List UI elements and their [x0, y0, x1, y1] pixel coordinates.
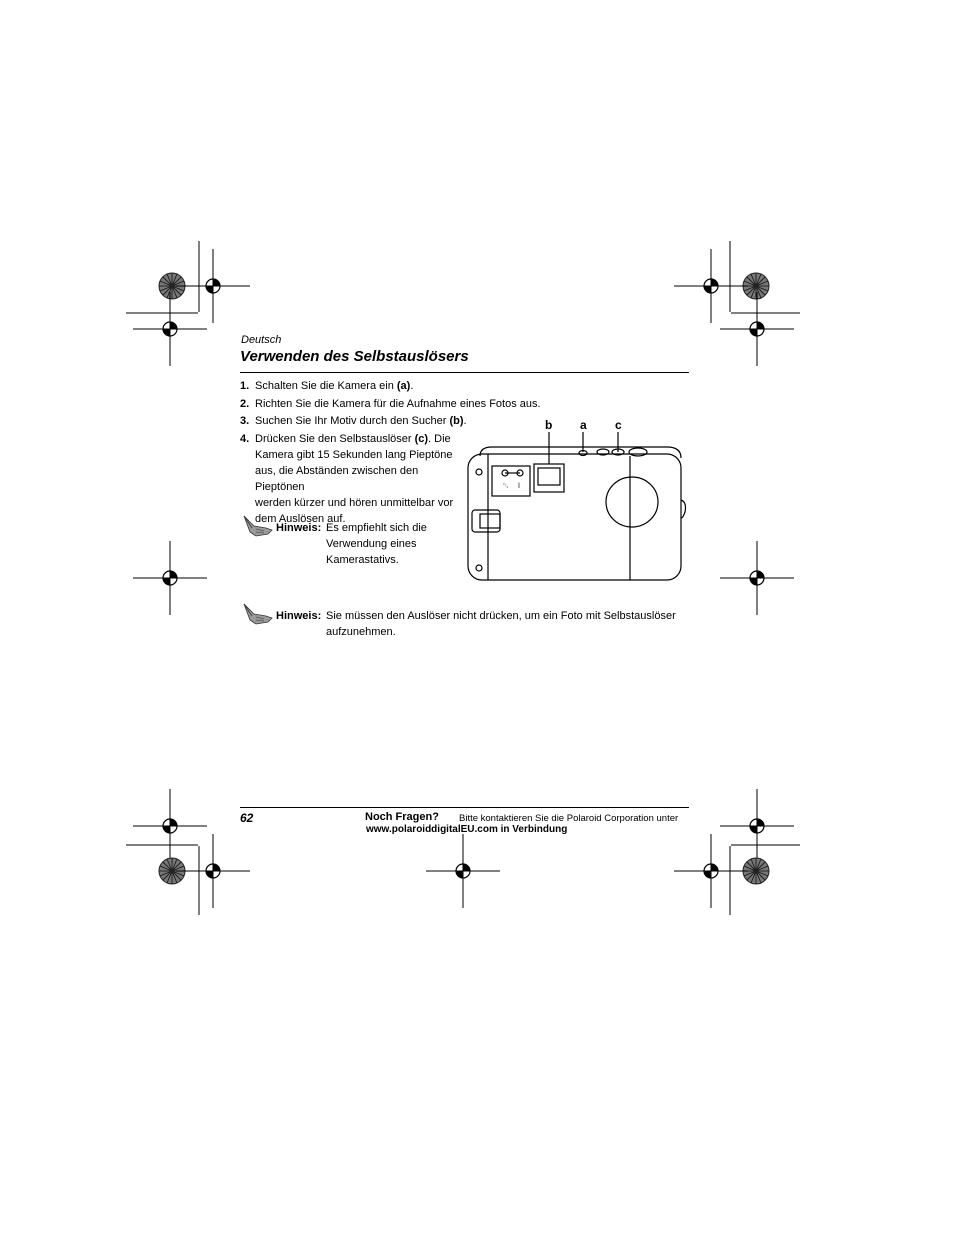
step-line: werden kürzer und hören unmittelbar vor: [255, 497, 454, 509]
svg-text:␃: ␃: [503, 482, 509, 490]
note-line: Kamerastativs.: [326, 554, 399, 566]
callout-b: b: [545, 418, 553, 432]
step-line: aus, die Abständen zwischen den Pieptönen: [255, 465, 419, 493]
note-line: Sie müssen den Auslöser nicht drücken, um ein Foto mit Selbstauslöser: [326, 610, 676, 622]
step-ref: (b): [449, 415, 464, 427]
step-number: 2.: [240, 398, 250, 410]
footer-url: www.polaroiddigitalEU.com in Verbindung: [366, 824, 568, 835]
step-text: Drücken Sie den Selbstauslöser: [255, 433, 415, 445]
hand-pointer-icon: [242, 602, 274, 626]
registration-mark-icon: [674, 249, 748, 323]
note-line: aufzunehmen.: [326, 626, 396, 638]
footer-question: Noch Fragen?: [365, 811, 439, 823]
step-1: [240, 378, 680, 394]
step-text-end: .: [410, 380, 414, 392]
registration-mark-icon: [133, 292, 207, 366]
step-text: Schalten Sie die Kamera ein: [255, 380, 397, 392]
step-number: 4.: [240, 433, 250, 445]
registration-mark-icon: [133, 789, 207, 863]
step-text: Suchen Sie Ihr Motiv durch den Sucher: [255, 415, 450, 427]
footer-rule: [240, 807, 689, 808]
svg-text:ⅼ: ⅼ: [518, 482, 520, 490]
step-text-end: . Die: [428, 433, 451, 445]
header-rule: [240, 372, 689, 373]
step-line: Kamera gibt 15 Sekunden lang Pieptöne: [255, 449, 453, 461]
step-number: 3.: [240, 415, 250, 427]
registration-mark-icon: [720, 541, 794, 615]
note-label: Hinweis:: [276, 610, 322, 622]
note-text: [326, 608, 686, 640]
registration-mark-icon: [176, 249, 250, 323]
step-ref: (c): [414, 433, 429, 445]
callout-c: c: [615, 418, 622, 432]
step-text-end: .: [463, 415, 467, 427]
note-line: Verwendung eines: [326, 538, 417, 550]
callout-a: a: [580, 418, 587, 432]
step-text: Richten Sie die Kamera für die Aufnahme eines Fotos aus.: [255, 398, 541, 410]
section-title: Verwenden des Selbstauslösers: [240, 348, 469, 365]
step-ref: (a): [396, 380, 411, 392]
registration-mark-icon: [133, 541, 207, 615]
step-2: [240, 396, 680, 412]
camera-illustration: [462, 430, 692, 586]
hand-pointer-icon: [242, 514, 274, 538]
step-number: 1.: [240, 380, 250, 392]
registration-mark-icon: [720, 789, 794, 863]
page-number: 62: [240, 811, 254, 825]
step-3: [240, 413, 540, 429]
note-text: [326, 520, 466, 568]
step-4: [240, 431, 465, 525]
registration-mark-icon: [426, 834, 500, 908]
note-label: Hinweis:: [276, 522, 322, 534]
language-label: Deutsch: [241, 334, 282, 346]
footer-contact-text: Bitte kontaktieren Sie die Polaroid Corporation unter: [459, 813, 679, 824]
registration-mark-icon: [720, 292, 794, 366]
note-line: Es empfiehlt sich die: [326, 522, 427, 534]
step-line: dem Auslösen auf.: [255, 513, 346, 525]
